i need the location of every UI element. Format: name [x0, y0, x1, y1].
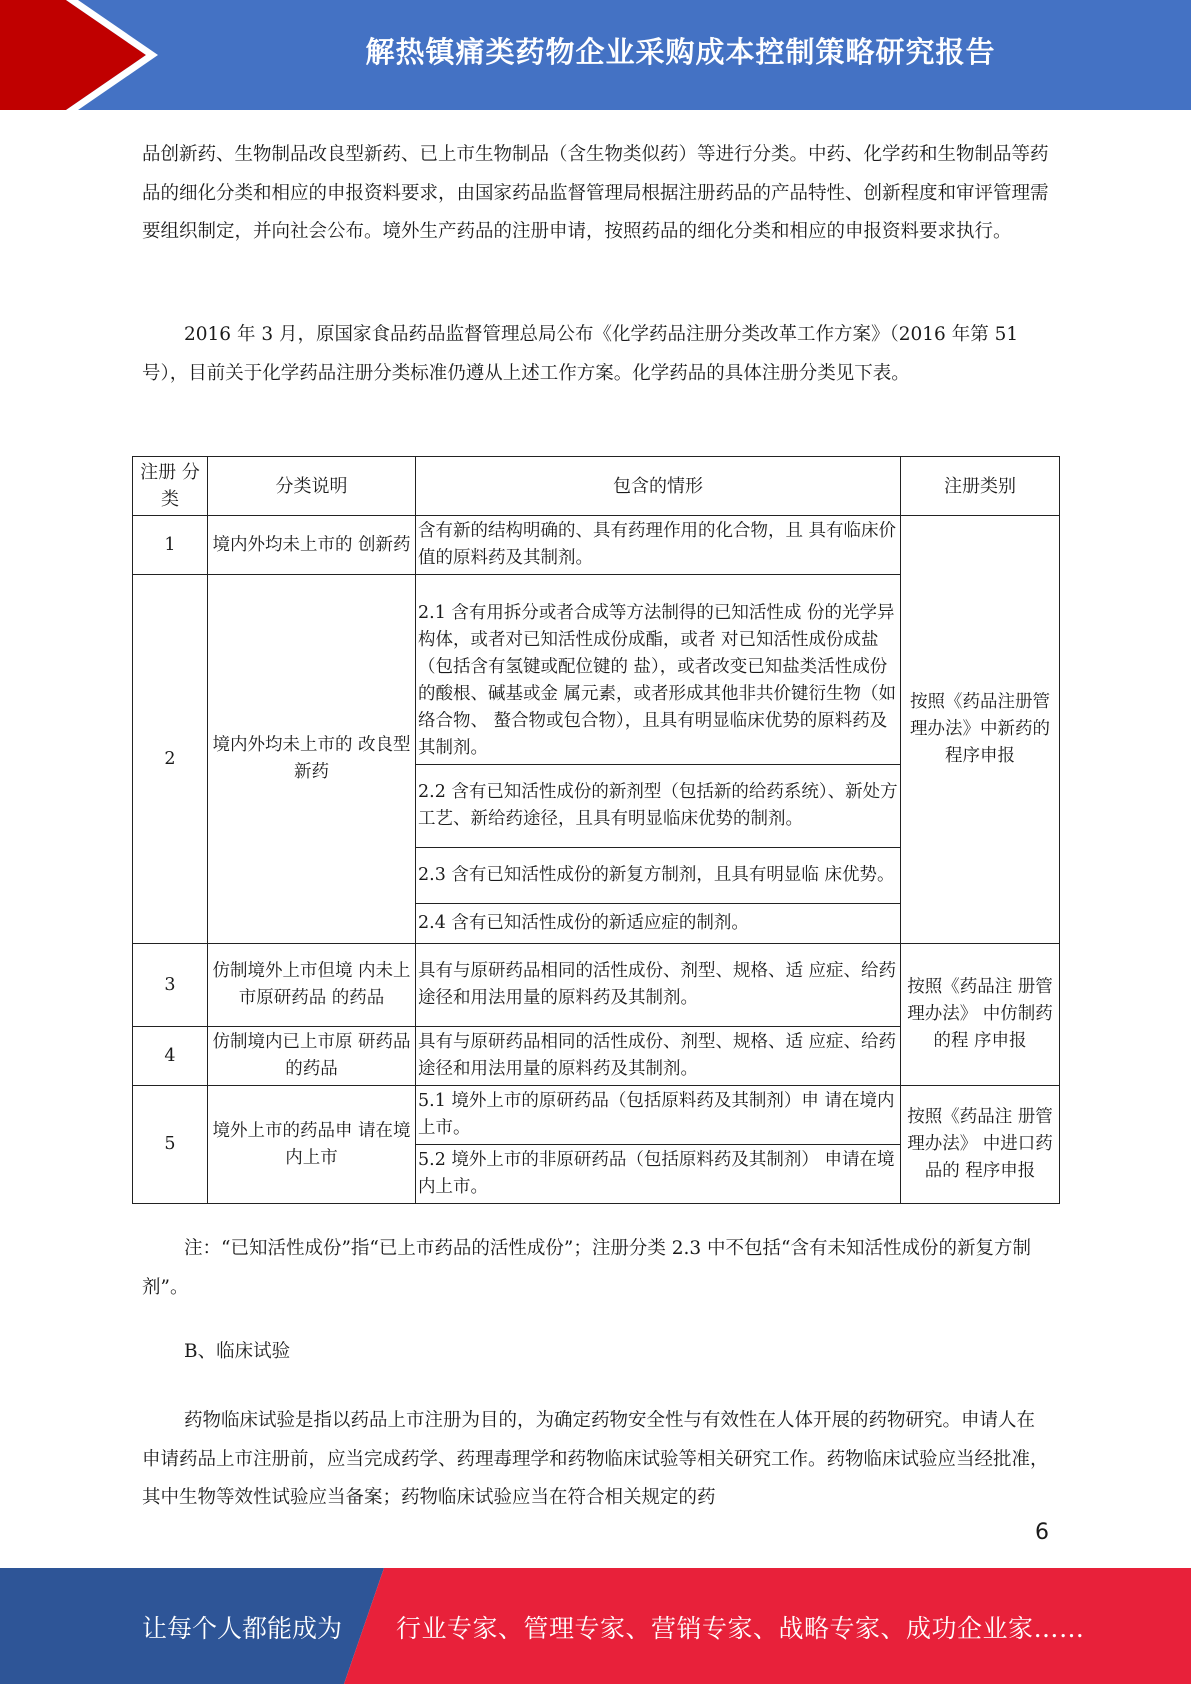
page-header	[0, 0, 1191, 110]
situation-cell: 具有与原研药品相同的活性成份、剂型、规格、适 应症、给药途径和用法用量的原料药及其制剂。	[416, 944, 901, 1027]
table-row	[133, 516, 1060, 575]
category-cell: 3	[133, 944, 208, 1027]
reg-type-imported-cell: 按照《药品注 册管理办法》 中进口药品的 程序申报	[901, 1086, 1060, 1204]
paragraph-chemical-reform: 2016 年 3 月，原国家食品药品监督管理总局公布《化学药品注册分类改革工作方案》（2016 年第 51 号），目前关于化学药品注册分类标准仍遵从上述工作方案。化学药品的具体注册分类见下表。	[142, 324, 1019, 384]
situation-cell: 含有新的结构明确的、具有药理作用的化合物，且 具有临床价值的原料药及其制剂。	[416, 516, 901, 575]
situation-cell: 2.2 含有已知活性成份的新剂型（包括新的给药系统）、新处方工艺、新给药途径，且具有明显临床优势的制剂。	[416, 765, 901, 848]
col-header-reg-type: 注册类别	[901, 457, 1060, 516]
table-header-row	[133, 457, 1060, 516]
report-title: 解热镇痛类药物企业采购成本控制策略研究报告	[365, 35, 996, 69]
footer-slogan-right: 行业专家、管理专家、营销专家、战略专家、成功企业家……	[396, 1614, 1085, 1643]
col-header-description: 分类说明	[208, 457, 416, 516]
registration-classification-table	[132, 456, 1060, 1204]
col-header-category: 注册 分类	[133, 457, 208, 516]
situation-cell: 2.4 含有已知活性成份的新适应症的制剂。	[416, 904, 901, 944]
category-cell: 4	[133, 1027, 208, 1086]
description-cell: 仿制境内已上市原 研药品的药品	[208, 1027, 416, 1086]
section-heading-clinical-trial: B、临床试验	[184, 1341, 291, 1362]
category-cell: 2	[133, 575, 208, 944]
category-cell: 1	[133, 516, 208, 575]
description-cell: 境外上市的药品申 请在境内上市	[208, 1086, 416, 1204]
situation-cell: 2.3 含有已知活性成份的新复方制剂，且具有明显临 床优势。	[416, 848, 901, 904]
reg-type-generic-cell: 按照《药品注 册管理办法》 中仿制药的程 序申报	[901, 944, 1060, 1086]
situation-cell: 5.1 境外上市的原研药品（包括原料药及其制剂）申 请在境内上市。	[416, 1086, 901, 1145]
header-arrow-decoration	[0, 0, 160, 110]
description-cell: 境内外均未上市的 改良型新药	[208, 575, 416, 944]
category-cell: 5	[133, 1086, 208, 1204]
paragraph-clinical-trial: 药物临床试验是指以药品上市注册为目的，为确定药物安全性与有效性在人体开展的药物研究。申请人在申请药品上市注册前，应当完成药学、药理毒理学和药物临床试验等相关研究工作。药物临床试验应当经批准，其中生物等效性试验应当备案；药物临床试验应当在符合相关规定的药	[142, 1410, 1049, 1508]
description-cell: 仿制境外上市但境 内未上市原研药品 的药品	[208, 944, 416, 1027]
reg-type-new-drug-cell: 按照《药品注册管理办法》中新药的程序申报	[901, 516, 1060, 944]
footer-slogan-left: 让每个人都能成为	[142, 1614, 343, 1643]
situation-cell: 5.2 境外上市的非原研药品（包括原料药及其制剂） 申请在境内上市。	[416, 1145, 901, 1204]
situation-cell: 2.1 含有用拆分或者合成等方法制得的已知活性成 份的光学异构体，或者对已知活性成份成酯，或者 对已知活性成份成盐（包括含有氢键或配位键的 盐），或者改变已知盐类活性成份的酸根、碱基或金 属元素，或者形成其他非共价键衍生物（如络合物、 螯合物或包合物），且具有明显临床优势的原料药及 其制剂。	[416, 575, 901, 765]
description-cell: 境内外均未上市的 创新药	[208, 516, 416, 575]
table-note: 注：“已知活性成份”指“已上市药品的活性成份”；注册分类 2.3 中不包括“含有未知活性成份的新复方制剂”。	[142, 1238, 1031, 1298]
paragraph-classification: 品创新药、生物制品改良型新药、已上市生物制品（含生物类似药）等进行分类。中药、化学药和生物制品等药品的细化分类和相应的申报资料要求，由国家药品监督管理局根据注册药品的产品特性、创新程度和审评管理需要组织制定，并向社会公布。境外生产药品的注册申请，按照药品的细化分类和相应的申报资料要求执行。	[142, 144, 1049, 242]
table-row	[133, 944, 1060, 1027]
col-header-situation: 包含的情形	[416, 457, 901, 516]
situation-cell: 具有与原研药品相同的活性成份、剂型、规格、适 应症、给药途径和用法用量的原料药及其制剂。	[416, 1027, 901, 1086]
table-row	[133, 1086, 1060, 1145]
page-number: 6	[1035, 1520, 1049, 1545]
